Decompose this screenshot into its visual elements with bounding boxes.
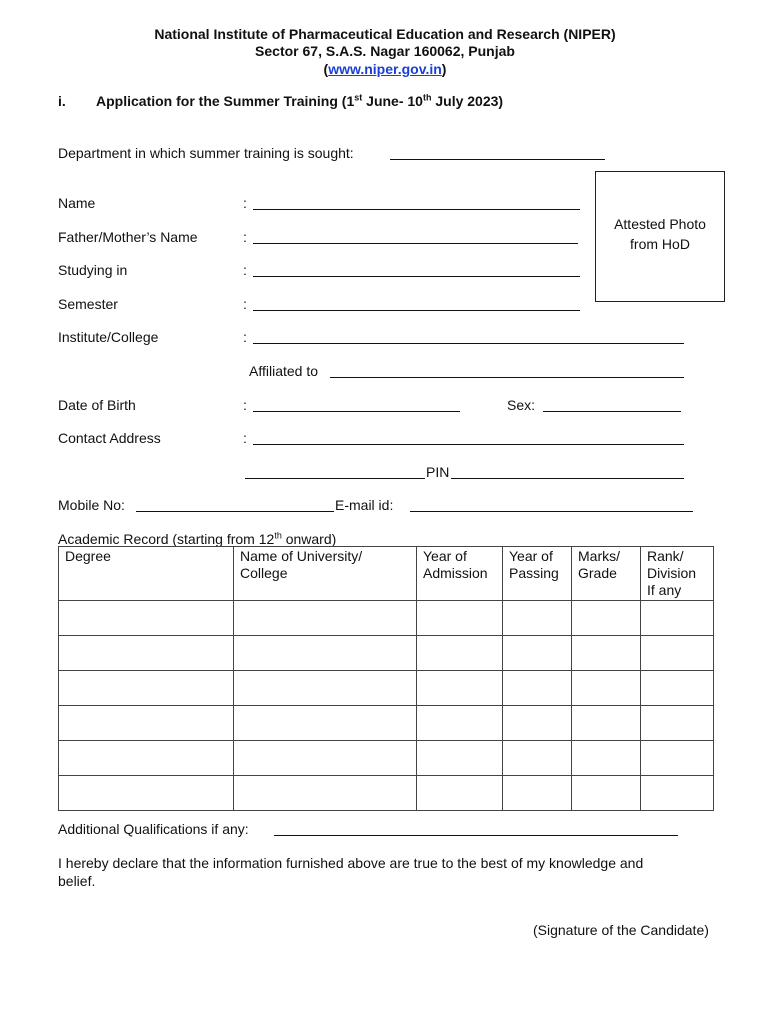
col-degree <box>59 547 234 601</box>
institute-colon: : <box>243 329 247 345</box>
col-rank <box>641 547 714 601</box>
table-header-row <box>59 547 714 601</box>
signature-label: (Signature of the Candidate) <box>533 922 709 938</box>
table-cell[interactable] <box>59 741 234 776</box>
table-cell[interactable] <box>417 636 503 671</box>
table-row <box>59 636 714 671</box>
col-marks <box>572 547 641 601</box>
table-cell[interactable] <box>641 636 714 671</box>
department-field[interactable] <box>390 158 605 160</box>
table-cell[interactable] <box>503 706 572 741</box>
declaration-line-1: I hereby declare that the information furnished above are true to the best of my knowledge and <box>58 855 644 871</box>
contact-label: Contact Address <box>58 430 161 446</box>
col-rank-2: Division <box>647 565 697 581</box>
table-cell[interactable] <box>234 776 417 811</box>
table-cell[interactable] <box>503 601 572 636</box>
contact-colon: : <box>243 430 247 446</box>
table-cell[interactable] <box>572 601 641 636</box>
sex-label: Sex: <box>507 397 536 413</box>
title-sup-1: st <box>354 92 363 103</box>
parent-field[interactable] <box>253 242 578 244</box>
paren-close: ) <box>441 61 447 77</box>
academic-title-post: onward) <box>281 531 337 547</box>
table-cell[interactable] <box>234 636 417 671</box>
title-part-2: June- 10 <box>362 93 423 109</box>
table-cell[interactable] <box>572 776 641 811</box>
parent-colon: : <box>243 229 247 245</box>
title-part-1: Application for the Summer Training (1 <box>96 93 355 109</box>
table-cell[interactable] <box>641 776 714 811</box>
title-sup-2: th <box>422 92 432 103</box>
table-cell[interactable] <box>234 601 417 636</box>
dob-colon: : <box>243 397 247 413</box>
col-rank-3: If any <box>647 582 682 598</box>
table-row <box>59 601 714 636</box>
studying-label: Studying in <box>58 262 128 278</box>
name-field[interactable] <box>253 208 580 210</box>
institute-field[interactable] <box>253 342 684 344</box>
title-part-3: July 2023) <box>431 93 504 109</box>
table-cell[interactable] <box>503 671 572 706</box>
col-university <box>234 547 417 601</box>
table-cell[interactable] <box>503 776 572 811</box>
mobile-field[interactable] <box>136 510 334 512</box>
pin-label: PIN <box>426 464 450 480</box>
pin-field[interactable] <box>451 477 684 479</box>
table-cell[interactable] <box>417 706 503 741</box>
name-colon: : <box>243 195 247 211</box>
col-degree-text: Degree <box>65 548 111 564</box>
table-cell[interactable] <box>417 601 503 636</box>
col-admission <box>417 547 503 601</box>
table-cell[interactable] <box>641 601 714 636</box>
col-marks-1: Marks/ <box>578 548 620 564</box>
additional-field[interactable] <box>274 834 678 836</box>
academic-title <box>58 531 336 547</box>
table-cell[interactable] <box>59 601 234 636</box>
studying-colon: : <box>243 262 247 278</box>
affiliated-field[interactable] <box>330 376 684 378</box>
contact-field-2[interactable] <box>245 477 425 479</box>
parent-label: Father/Mother’s Name <box>58 229 198 245</box>
col-marks-2: Grade <box>578 565 617 581</box>
photo-text-2: from HoD <box>630 236 690 252</box>
contact-field-1[interactable] <box>253 443 684 445</box>
table-cell[interactable] <box>503 741 572 776</box>
academic-table <box>58 546 714 811</box>
col-university-2: College <box>240 565 288 581</box>
table-cell[interactable] <box>417 671 503 706</box>
table-cell[interactable] <box>641 741 714 776</box>
table-row <box>59 776 714 811</box>
photo-text-1: Attested Photo <box>614 216 706 232</box>
institute-label: Institute/College <box>58 329 159 345</box>
table-cell[interactable] <box>234 706 417 741</box>
academic-title-sup: th <box>274 530 282 541</box>
dob-field[interactable] <box>253 410 460 412</box>
col-university-1: Name of University/ <box>240 548 363 564</box>
website-link[interactable]: www.niper.gov.in <box>328 61 442 77</box>
table-cell[interactable] <box>641 706 714 741</box>
col-admission-2: Admission <box>423 565 488 581</box>
declaration-line-2: belief. <box>58 873 96 889</box>
studying-field[interactable] <box>253 275 580 277</box>
academic-title-pre: Academic Record (starting from 12 <box>58 531 275 547</box>
website-line <box>0 61 770 77</box>
col-passing-2: Passing <box>509 565 559 581</box>
institute-address: Sector 67, S.A.S. Nagar 160062, Punjab <box>255 43 515 59</box>
table-cell[interactable] <box>234 741 417 776</box>
table-cell[interactable] <box>503 636 572 671</box>
additional-label: Additional Qualifications if any: <box>58 821 249 837</box>
table-cell[interactable] <box>572 741 641 776</box>
section-number: i. <box>58 93 66 109</box>
email-field[interactable] <box>410 510 693 512</box>
paren-open: ( <box>323 61 329 77</box>
col-passing-1: Year of <box>509 548 553 564</box>
photo-box <box>595 171 725 302</box>
section-title <box>96 93 503 109</box>
affiliated-label: Affiliated to <box>249 363 319 379</box>
table-cell[interactable] <box>59 776 234 811</box>
table-cell[interactable] <box>641 671 714 706</box>
col-admission-1: Year of <box>423 548 467 564</box>
table-cell[interactable] <box>59 706 234 741</box>
table-cell[interactable] <box>234 671 417 706</box>
table-cell[interactable] <box>572 706 641 741</box>
table-cell[interactable] <box>417 776 503 811</box>
table-row <box>59 706 714 741</box>
table-cell[interactable] <box>59 671 234 706</box>
semester-label: Semester <box>58 296 118 312</box>
semester-colon: : <box>243 296 247 312</box>
table-cell[interactable] <box>59 636 234 671</box>
email-label: E-mail id: <box>335 497 394 513</box>
col-passing <box>503 547 572 601</box>
table-row <box>59 671 714 706</box>
table-cell[interactable] <box>417 741 503 776</box>
table-row <box>59 741 714 776</box>
mobile-label: Mobile No: <box>58 497 125 513</box>
name-label: Name <box>58 195 96 211</box>
col-rank-1: Rank/ <box>647 548 684 564</box>
semester-field[interactable] <box>253 309 580 311</box>
department-label: Department in which summer training is sought: <box>58 145 354 161</box>
dob-label: Date of Birth <box>58 397 136 413</box>
table-cell[interactable] <box>572 636 641 671</box>
table-cell[interactable] <box>572 671 641 706</box>
sex-field[interactable] <box>543 410 681 412</box>
institute-name: National Institute of Pharmaceutical Education and Research (NIPER) <box>154 26 616 42</box>
